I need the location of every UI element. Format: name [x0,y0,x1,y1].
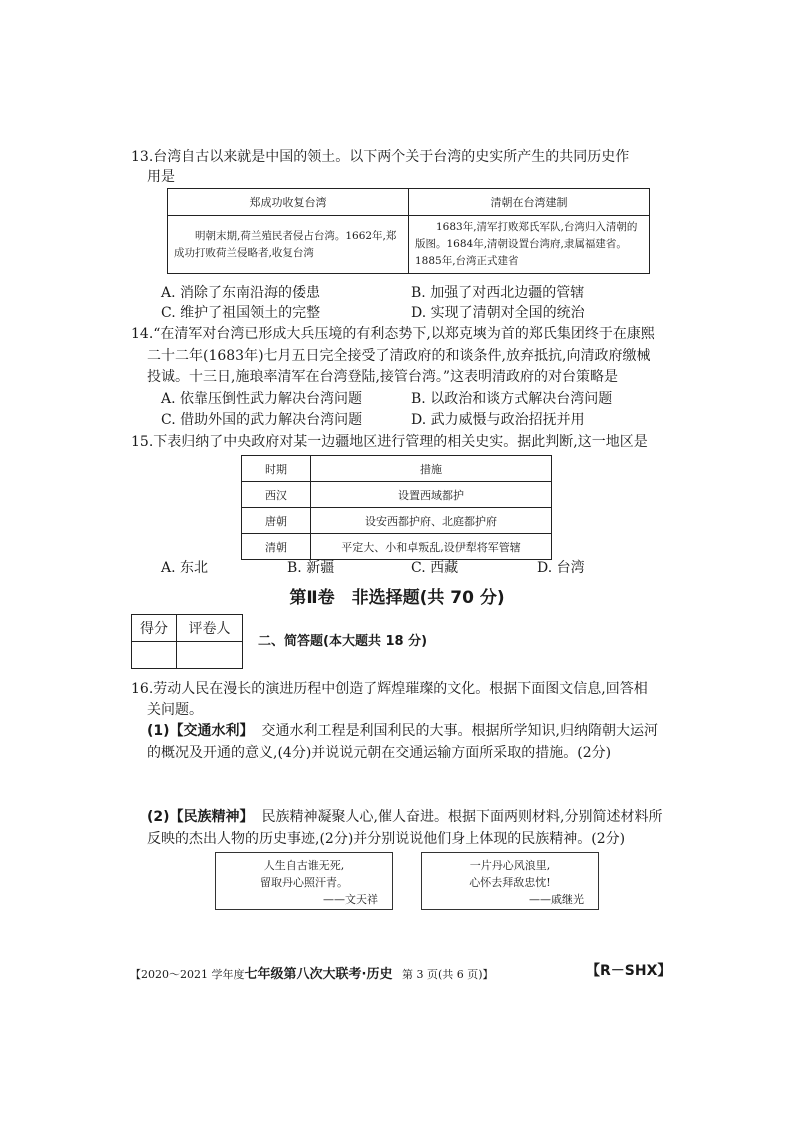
q16-part2-line2: 反映的杰出人物的历史事迹,(2分)并分别说说他们身上体现的民族精神。(2分) [147,831,626,847]
q14-option-d[interactable]: D. 武力威慑与政治招抚并用 [411,412,585,428]
q13-option-b[interactable]: B. 加强了对西北边疆的管辖 [411,285,585,301]
quote1-line2: 留取丹心照汗青。 [260,876,348,889]
q15-table-header-measure: 措施 [311,456,552,482]
quote2-author: ——戚继光 [529,893,584,906]
table-row [242,534,552,560]
quote2-line2: 心怀去拜敌忠忱! [469,876,551,889]
q16-part1-line1 [147,721,658,741]
q13-stem-line1: 13.台湾自古以来就是中国的领土。以下两个关于台湾的史实所产生的共同历史作 [131,149,630,165]
q15-row-period: 唐朝 [242,508,311,534]
q15-stem: 15.下表归纳了中央政府对某一边疆地区进行管理的相关史实。据此判断,这一地区是 [131,434,648,450]
quote-box-qi-jiguang [421,852,599,910]
q16-stem-line2: 关问题。 [147,702,203,718]
q15-row-measure: 平定大、小和卓叛乱,设伊犁将军管辖 [311,534,552,560]
q16-part2-line1 [147,807,662,827]
grade-box-score-field[interactable] [132,642,177,669]
q13-table-header-2: 清朝在台湾建制 [409,189,650,216]
q15-table-header-period: 时期 [242,456,311,482]
quote1-line1: 人生自古谁无死, [263,859,345,872]
q14-option-b[interactable]: B. 以政治和谈方式解决台湾问题 [411,391,613,407]
grade-box-score-label: 得分 [132,615,177,642]
q16-stem-line1: 16.劳动人民在漫长的演进历程中创造了辉煌璀璨的文化。根据下面图文信息,回答相 [131,681,648,697]
grade-box-grader-field[interactable] [177,642,243,669]
q15-row-period: 西汉 [242,482,311,508]
q13-table-cell-1: 明朝末期,荷兰殖民者侵占台湾。1662年,郑成功打败荷兰侵略者,收复台湾 [168,216,409,274]
q16-part1-tag: (1)【交通水利】 [147,723,254,739]
footer-prefix: 【2020～2021 学年度 [130,968,245,981]
q13-table-cell-2: 1683年,清军打败郑氏军队,台湾归入清朝的版图。1684年,清朝设置台湾府,隶属福建省。1885年,台湾正式建省 [409,216,650,274]
grade-box-grader-label: 评卷人 [177,615,243,642]
q15-option-d[interactable]: D. 台湾 [537,560,585,576]
footer [130,963,494,982]
q15-table [241,455,552,560]
q15-row-measure: 设安西都护府、北庭都护府 [311,508,552,534]
q15-option-b[interactable]: B. 新疆 [287,560,335,576]
subsection-title: 二、简答题(本大题共 18 分) [258,634,428,649]
q13-option-c[interactable]: C. 维护了祖国领土的完整 [161,305,321,321]
quote1-author: ——文天祥 [323,893,378,906]
q14-stem-line2: 二十二年(1683年)七月五日完全接受了清政府的和谈条件,放弃抵抗,向清政府缴械 [147,348,651,364]
q14-option-a[interactable]: A. 依靠压倒性武力解决台湾问题 [161,391,363,407]
q14-stem-line1: 14.“在清军对台湾已形成大兵压境的有利态势下,以郑克塽为首的郑氏集团终于在康熙 [131,326,655,342]
footer-title: 七年级第八次大联考·历史 [244,967,393,982]
q13-option-d[interactable]: D. 实现了清朝对全国的统治 [411,305,585,321]
table-row [242,482,552,508]
q16-part2-tag: (2)【民族精神】 [147,809,254,825]
q16-part2-text: 民族精神凝聚人心,催人奋进。根据下面两则材料,分别简述材料所 [261,809,663,825]
q15-row-measure: 设置西域都护 [311,482,552,508]
q13-stem-line2: 用是 [147,169,175,185]
quote-box-wen-tianxiang [215,852,393,910]
q16-part1-text: 交通水利工程是利国利民的大事。根据所学知识,归纳隋朝大运河 [261,723,658,739]
footer-code: 【R－SHX】 [586,963,672,979]
quote2-line1: 一片丹心风浪里, [469,859,551,872]
q13-option-a[interactable]: A. 消除了东南沿海的倭患 [161,285,321,301]
footer-page: 第 3 页(共 6 页)】 [401,968,494,981]
grade-box [131,614,243,669]
q14-stem-line3: 投诚。十三日,施琅率清军在台湾登陆,接管台湾。”这表明清政府的对台策略是 [147,369,619,385]
q14-option-c[interactable]: C. 借助外国的武力解决台湾问题 [161,412,363,428]
table-row [242,508,552,534]
q15-option-c[interactable]: C. 西藏 [411,560,459,576]
section-title: 第Ⅱ卷 非选择题(共 70 分) [289,588,505,608]
q13-table [167,188,650,274]
q15-option-a[interactable]: A. 东北 [161,560,209,576]
q15-row-period: 清朝 [242,534,311,560]
q16-part1-line2: 的概况及开通的意义,(4分)并说说元朝在交通运输方面所采取的措施。(2分) [147,745,612,761]
q13-table-header-1: 郑成功收复台湾 [168,189,409,216]
